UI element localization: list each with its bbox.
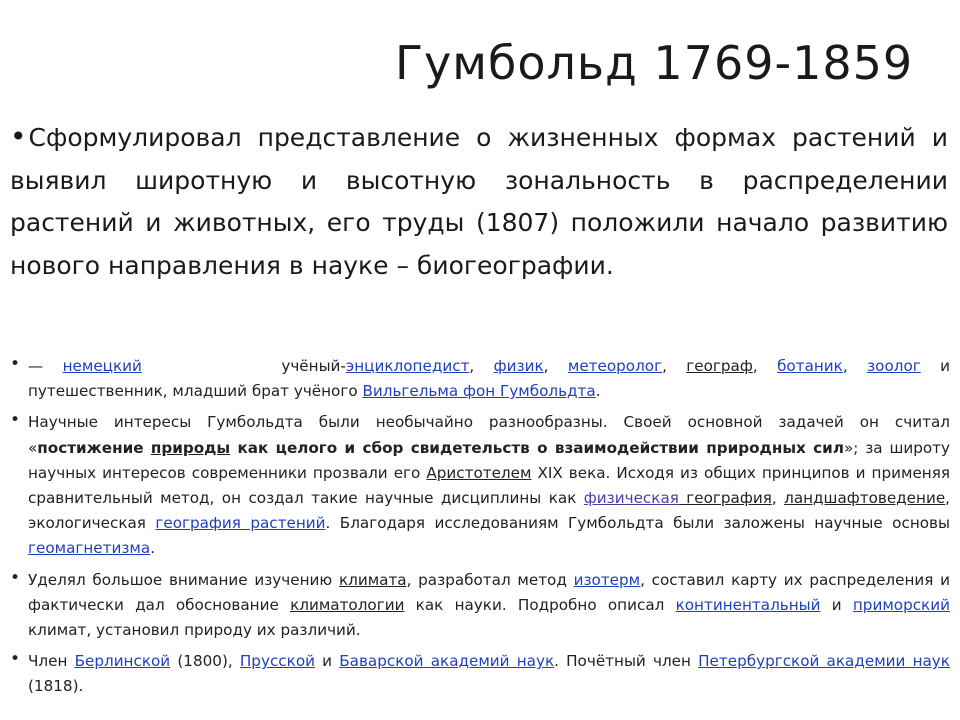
link-physical[interactable]: физическая [583,489,679,508]
separator: , [842,357,868,375]
text-year: (1818). [28,677,84,696]
link-prussian-academy[interactable]: Прусской [239,652,315,671]
lead-bullet: • [10,120,27,153]
link-landscape-science[interactable]: ландшафтоведение [784,489,946,508]
link-botanist[interactable]: ботаник [777,357,843,375]
link-encyclopedist[interactable]: энциклопедист [345,357,470,375]
link-berlin-academy[interactable]: Берлинской [74,652,171,671]
text-map: , составил карту их распределения и фактически дал обоснование [28,570,951,614]
text-year: (1800), [170,652,240,671]
text-member: Член [28,652,75,671]
link-climate[interactable]: климата [338,570,407,589]
separator: , [543,357,568,375]
link-aristotle[interactable]: Аристотелем [426,463,532,482]
list-bullet: • [10,649,21,670]
text-and: и [820,595,853,614]
separator: , [752,357,778,375]
separator: , [662,357,687,375]
link-climatology[interactable]: климатологии [290,595,405,614]
link-isotherm[interactable]: изотерм [573,570,641,589]
text-end: . [150,539,156,558]
list-item [8,649,950,699]
link-geomagnetism[interactable]: геомагнетизма [28,539,151,558]
link-petersburg-academy[interactable]: Петербургской академии наук [698,652,950,671]
link-brother[interactable]: Вильгельма фон Гумбольдта [362,382,596,401]
link-zoologist[interactable]: зоолог [867,357,921,375]
lead-text: Сформулировал представление о жизненных формах растений и выявил широтную и высотную зональность в распределении растений и животных, его труды (1807) положили начало развитию нового направления в науке – биогеографии. [10,123,948,280]
link-continental[interactable]: континентальный [675,595,821,614]
text-scientist: учёный- [281,357,346,375]
list-item [8,354,950,404]
link-nature[interactable]: природы [150,438,231,457]
text-honorary: . Почётный член [554,652,699,671]
text-attention: Уделял большое внимание изучению [28,570,339,589]
text-climate-nature: климат, установил природу их различий. [28,621,361,640]
list-bullet: • [10,567,21,588]
link-meteorologist[interactable]: метеоролог [567,357,663,375]
list-bullet: • [10,354,21,374]
dash-text: — [28,357,44,375]
link-plant-geography[interactable]: география растений [155,514,326,533]
list-bullet: • [10,410,21,431]
text-end: . [595,382,601,401]
text-ecological: , экологическая [28,489,950,533]
link-geographer[interactable]: географ [686,357,753,375]
link-physicist[interactable]: физик [493,357,544,375]
link-german[interactable]: немецкий [62,357,142,375]
lead-paragraph [10,116,948,287]
list-item [8,568,950,644]
quote-part: постижение [37,438,151,457]
facts-list [8,354,950,706]
slide-title: Гумбольд 1769-1859 [395,36,914,90]
text-foundations: . Благодаря исследованиям Гумбольдта были заложены научные основы [325,514,950,533]
separator: , [771,489,785,508]
text-and: и [314,652,340,671]
text-described: как науки. Подробно описал [404,595,676,614]
quote-bold [37,439,844,457]
text-disciplines: XIX века. Исходя из общих принципов и применяя сравнительный метод, он создал такие научные дисциплины как [28,463,950,508]
text-interests: Научные интересы Гумбольдта были необычайно разнообразны. Своей основной задачей он считал « [28,413,950,457]
separator: , [469,357,494,375]
quote-part: как целого и сбор свидетельств о взаимодействии природных сил [230,438,844,457]
text-traveler: и путешественник, младший брат учёного [28,357,951,401]
text-method: , разработал метод [406,570,574,589]
link-bavarian-academy[interactable]: Баварской академий наук [339,652,555,671]
link-geography[interactable]: география [678,489,772,508]
list-item [8,410,950,561]
link-maritime[interactable]: приморский [852,595,950,614]
text-contemporaries: »; за широту научных интересов современники прозвали его [28,438,951,482]
